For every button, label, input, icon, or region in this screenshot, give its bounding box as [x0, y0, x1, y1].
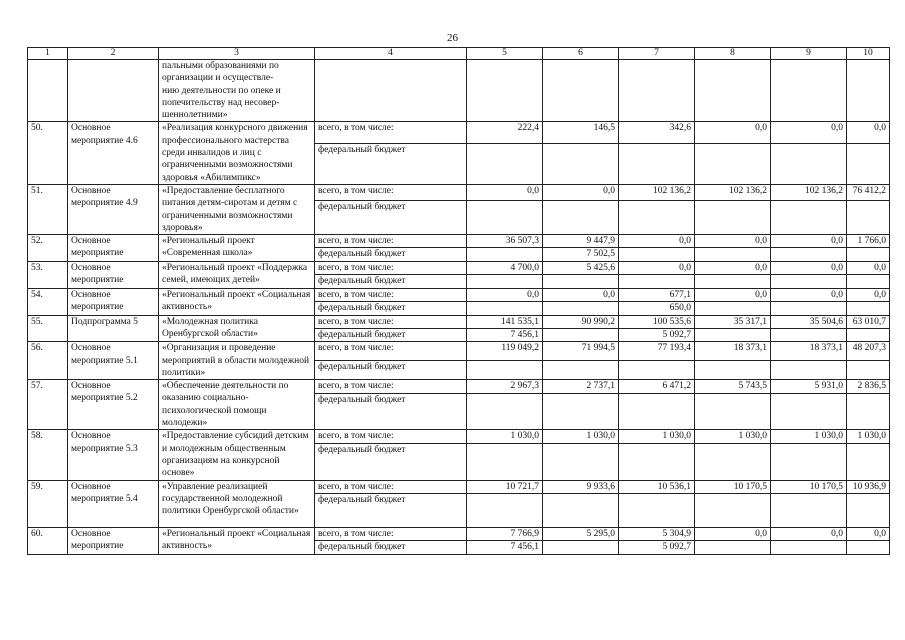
row-label-total: всего, в том числе:	[315, 527, 467, 540]
cell-empty	[619, 60, 695, 122]
value-total: 102 136,2	[619, 184, 695, 200]
value-federal	[847, 394, 890, 430]
value-federal	[695, 302, 771, 315]
value-federal: 5 092,7	[619, 541, 695, 555]
value-total: 1 030,0	[467, 430, 543, 444]
row-name: Основное мероприятие 5.2	[68, 380, 159, 430]
row-label-federal: федеральный бюджет	[315, 275, 467, 289]
row-description: «Управление реализацией государственной молодежной политики Оренбургской области»	[159, 480, 315, 527]
row-number: 51.	[28, 184, 68, 234]
value-federal	[467, 201, 543, 235]
value-federal	[543, 302, 619, 315]
row-number: 55.	[28, 315, 68, 342]
value-total: 0,0	[543, 289, 619, 302]
value-federal	[847, 248, 890, 261]
row-name: Основное мероприятие 4.6	[68, 122, 159, 184]
table-row	[28, 315, 890, 328]
row-label-federal: федеральный бюджет	[315, 143, 467, 184]
row-label-total: всего, в том числе:	[315, 122, 467, 143]
continuation-row	[28, 60, 890, 122]
continuation-description: пальными образованиями по организации и осуществле- нию деятельности по опеке и попечительству над несовер- шеннолетними»	[159, 60, 315, 122]
value-federal: 7 456,1	[467, 541, 543, 555]
value-federal	[467, 360, 543, 379]
row-label-federal: федеральный бюджет	[315, 248, 467, 261]
value-total: 5 295,0	[543, 527, 619, 540]
value-total: 76 412,2	[847, 184, 890, 200]
value-federal	[619, 394, 695, 430]
cell-empty	[315, 60, 467, 122]
value-federal	[543, 493, 619, 527]
header-cell: 6	[543, 48, 619, 60]
value-total: 0,0	[847, 122, 890, 143]
value-total: 0,0	[619, 261, 695, 274]
value-federal	[467, 143, 543, 184]
value-total: 102 136,2	[695, 184, 771, 200]
value-total: 0,0	[771, 122, 847, 143]
value-total: 1 030,0	[619, 430, 695, 444]
value-total: 5 931,0	[771, 380, 847, 394]
value-total: 5 425,6	[543, 261, 619, 274]
value-federal	[543, 444, 619, 480]
value-total: 0,0	[695, 235, 771, 248]
header-cell: 2	[68, 48, 159, 60]
table-row	[28, 261, 890, 274]
value-federal	[771, 394, 847, 430]
value-total: 146,5	[543, 122, 619, 143]
value-total: 4 700,0	[467, 261, 543, 274]
row-label-total: всего, в том числе:	[315, 289, 467, 302]
row-description: «Реализация конкурсного движения профессионального мастерства среди инвалидов и лиц с ограниченными возможностями здоровья «Абилимпикс»	[159, 122, 315, 184]
value-federal	[619, 248, 695, 261]
value-total: 7 766,9	[467, 527, 543, 540]
value-federal	[619, 444, 695, 480]
value-total: 0,0	[695, 527, 771, 540]
value-federal	[695, 201, 771, 235]
header-cell: 4	[315, 48, 467, 60]
row-name: Подпрограмма 5	[68, 315, 159, 342]
value-total: 0,0	[771, 261, 847, 274]
row-number: 50.	[28, 122, 68, 184]
page-number: 26	[447, 32, 458, 44]
value-federal	[847, 493, 890, 527]
table-row	[28, 380, 890, 394]
value-federal	[467, 394, 543, 430]
row-label-federal: федеральный бюджет	[315, 444, 467, 480]
value-federal	[467, 248, 543, 261]
value-total: 63 010,7	[847, 315, 890, 328]
row-name: Основное мероприятие	[68, 527, 159, 554]
value-total: 0,0	[771, 289, 847, 302]
value-total: 10 170,5	[695, 480, 771, 493]
value-federal	[543, 360, 619, 379]
value-total: 141 535,1	[467, 315, 543, 328]
value-federal	[695, 493, 771, 527]
budget-table	[27, 47, 890, 555]
value-total: 5 304,9	[619, 527, 695, 540]
value-federal	[543, 201, 619, 235]
row-description: «Региональный проект «Поддержка семей, имеющих детей»	[159, 261, 315, 288]
value-federal: 5 092,7	[619, 328, 695, 341]
row-number: 59.	[28, 480, 68, 527]
value-federal	[847, 360, 890, 379]
row-description: «Молодежная политика Оренбургской области»	[159, 315, 315, 342]
row-label-total: всего, в том числе:	[315, 342, 467, 360]
row-label-total: всего, в том числе:	[315, 184, 467, 200]
value-total: 48 207,3	[847, 342, 890, 360]
value-federal: 650,0	[619, 302, 695, 315]
value-federal	[771, 328, 847, 341]
value-total: 6 471,2	[619, 380, 695, 394]
value-total: 9 447,9	[543, 235, 619, 248]
table-row	[28, 235, 890, 248]
value-total: 77 193,4	[619, 342, 695, 360]
cell-empty	[847, 60, 890, 122]
value-federal: 7 502,5	[543, 248, 619, 261]
row-number: 58.	[28, 430, 68, 480]
row-description: «Обеспечение деятельности по оказанию социально-психологической помощи молодежи»	[159, 380, 315, 430]
value-federal	[695, 275, 771, 289]
table-row	[28, 122, 890, 143]
table-row	[28, 480, 890, 493]
value-federal	[543, 541, 619, 555]
value-federal	[619, 493, 695, 527]
row-label-federal: федеральный бюджет	[315, 493, 467, 527]
table-row	[28, 342, 890, 360]
header-cell: 8	[695, 48, 771, 60]
value-federal	[695, 143, 771, 184]
value-federal	[847, 541, 890, 555]
cell-empty	[771, 60, 847, 122]
value-federal	[847, 143, 890, 184]
row-label-federal: федеральный бюджет	[315, 541, 467, 555]
cell-empty	[68, 60, 159, 122]
value-federal	[695, 328, 771, 341]
value-federal	[695, 444, 771, 480]
value-total: 0,0	[771, 235, 847, 248]
value-federal	[847, 275, 890, 289]
value-total: 0,0	[695, 289, 771, 302]
value-total: 0,0	[771, 527, 847, 540]
value-federal	[619, 360, 695, 379]
row-number: 56.	[28, 342, 68, 380]
row-name: Основное мероприятие	[68, 261, 159, 288]
value-federal	[771, 444, 847, 480]
value-federal	[619, 143, 695, 184]
table-row	[28, 430, 890, 444]
value-total: 0,0	[847, 289, 890, 302]
header-cell: 9	[771, 48, 847, 60]
table-row	[28, 527, 890, 540]
value-federal	[467, 493, 543, 527]
value-federal	[847, 328, 890, 341]
value-total: 222,4	[467, 122, 543, 143]
value-total: 0,0	[619, 235, 695, 248]
value-federal	[847, 201, 890, 235]
value-federal	[467, 444, 543, 480]
value-federal	[543, 394, 619, 430]
header-row	[28, 48, 890, 60]
cell-empty	[695, 60, 771, 122]
value-federal	[847, 302, 890, 315]
value-federal	[543, 143, 619, 184]
header-cell: 7	[619, 48, 695, 60]
value-federal	[771, 493, 847, 527]
value-total: 0,0	[695, 261, 771, 274]
value-total: 35 317,1	[695, 315, 771, 328]
value-total: 5 743,5	[695, 380, 771, 394]
cell-empty	[28, 60, 68, 122]
row-name: Основное мероприятие 5.4	[68, 480, 159, 527]
value-total: 10 536,1	[619, 480, 695, 493]
value-federal	[695, 360, 771, 379]
value-total: 18 373,1	[695, 342, 771, 360]
row-label-total: всего, в том числе:	[315, 315, 467, 328]
row-label-total: всего, в том числе:	[315, 261, 467, 274]
value-total: 2 967,3	[467, 380, 543, 394]
value-total: 71 994,5	[543, 342, 619, 360]
row-description: «Организация и проведение мероприятий в области молодежной политики»	[159, 342, 315, 380]
table-row	[28, 289, 890, 302]
row-number: 54.	[28, 289, 68, 316]
row-number: 52.	[28, 235, 68, 262]
row-description: «Предоставление бесплатного питания детям-сиротам и детям с ограниченными возможностями здоровья»	[159, 184, 315, 234]
table-row	[28, 184, 890, 200]
value-total: 1 030,0	[771, 430, 847, 444]
row-description: «Предоставление субсидий детским и молодежным общественным организациям на конкурсной основе»	[159, 430, 315, 480]
value-total: 677,1	[619, 289, 695, 302]
row-description: «Региональный проект «Социальная активность»	[159, 289, 315, 316]
cell-empty	[543, 60, 619, 122]
value-federal	[771, 541, 847, 555]
row-label-total: всего, в том числе:	[315, 430, 467, 444]
value-federal	[771, 302, 847, 315]
value-federal	[619, 201, 695, 235]
value-total: 1 030,0	[847, 430, 890, 444]
value-federal	[543, 275, 619, 289]
value-total: 2 737,1	[543, 380, 619, 394]
value-federal: 7 456,1	[467, 328, 543, 341]
value-total: 1 030,0	[543, 430, 619, 444]
value-total: 0,0	[847, 261, 890, 274]
value-federal	[771, 360, 847, 379]
value-total: 36 507,3	[467, 235, 543, 248]
row-name: Основное мероприятие	[68, 289, 159, 316]
value-total: 119 049,2	[467, 342, 543, 360]
value-total: 10 721,7	[467, 480, 543, 493]
header-cell: 10	[847, 48, 890, 60]
value-federal	[771, 248, 847, 261]
value-total: 0,0	[467, 184, 543, 200]
value-total: 18 373,1	[771, 342, 847, 360]
value-total: 100 535,6	[619, 315, 695, 328]
row-name: Основное мероприятие 4.9	[68, 184, 159, 234]
value-federal	[695, 541, 771, 555]
value-total: 2 836,5	[847, 380, 890, 394]
value-federal	[847, 444, 890, 480]
header-cell: 3	[159, 48, 315, 60]
value-total: 35 504,6	[771, 315, 847, 328]
row-number: 57.	[28, 380, 68, 430]
row-name: Основное мероприятие 5.3	[68, 430, 159, 480]
value-total: 10 936,9	[847, 480, 890, 493]
row-label-federal: федеральный бюджет	[315, 360, 467, 379]
cell-empty	[467, 60, 543, 122]
value-total: 0,0	[543, 184, 619, 200]
row-description: «Региональный проект «Социальная активность»	[159, 527, 315, 554]
row-number: 60.	[28, 527, 68, 554]
value-total: 0,0	[847, 527, 890, 540]
value-federal	[467, 275, 543, 289]
value-total: 0,0	[695, 122, 771, 143]
value-federal	[695, 394, 771, 430]
row-label-total: всего, в том числе:	[315, 480, 467, 493]
value-federal	[771, 201, 847, 235]
row-label-federal: федеральный бюджет	[315, 201, 467, 235]
row-label-total: всего, в том числе:	[315, 380, 467, 394]
value-federal	[619, 275, 695, 289]
value-total: 102 136,2	[771, 184, 847, 200]
row-name: Основное мероприятие	[68, 235, 159, 262]
row-label-federal: федеральный бюджет	[315, 394, 467, 430]
value-federal	[467, 302, 543, 315]
header-cell: 5	[467, 48, 543, 60]
row-number: 53.	[28, 261, 68, 288]
value-federal	[771, 275, 847, 289]
value-federal	[543, 328, 619, 341]
value-total: 90 990,2	[543, 315, 619, 328]
value-total: 0,0	[467, 289, 543, 302]
value-federal	[695, 248, 771, 261]
header-cell: 1	[28, 48, 68, 60]
value-total: 342,6	[619, 122, 695, 143]
value-total: 1 766,0	[847, 235, 890, 248]
row-name: Основное мероприятие 5.1	[68, 342, 159, 380]
value-federal	[771, 143, 847, 184]
row-label-federal: федеральный бюджет	[315, 328, 467, 341]
row-description: «Региональный проект «Современная школа»	[159, 235, 315, 262]
value-total: 10 170,5	[771, 480, 847, 493]
row-label-total: всего, в том числе:	[315, 235, 467, 248]
value-total: 9 933,6	[543, 480, 619, 493]
row-label-federal: федеральный бюджет	[315, 302, 467, 315]
value-total: 1 030,0	[695, 430, 771, 444]
